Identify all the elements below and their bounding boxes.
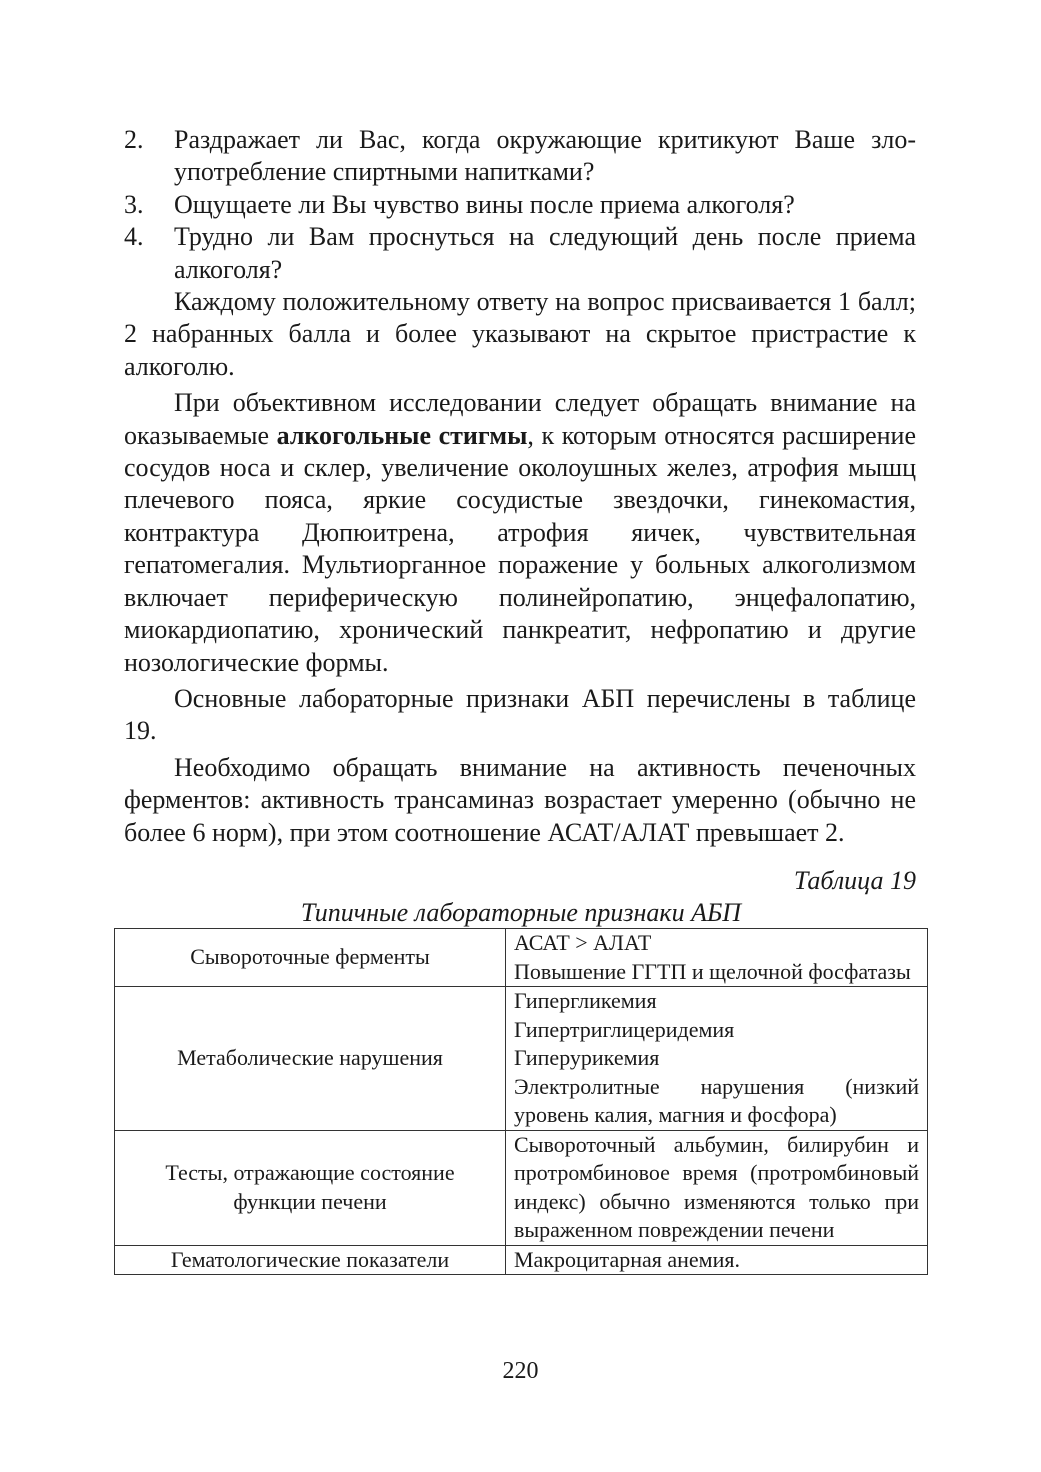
list-item-number: 3. (124, 189, 144, 219)
table-row (115, 987, 928, 1131)
list-item-number: 2. (124, 125, 144, 154)
table-row (115, 929, 928, 987)
table-row (115, 1130, 928, 1245)
cell-line: АСАТ > АЛАТ (514, 930, 652, 955)
paragraph-enzymes: Необходимо обращать внимание на активность печеночных ферментов: активность трансаминаз возрастает умеренно (обычно не более 6 норм), при этом соотношение АСАТ/АЛАТ превышает 2. (124, 752, 916, 847)
cell-line: Повышение ГГТП и щелочной фосфатазы (514, 958, 911, 984)
list-item-number: 4. (124, 222, 144, 252)
paragraph-text: При объективном исследовании следует обращать внимание на оказываемые (124, 388, 916, 450)
list-item (124, 221, 916, 286)
list-item (124, 189, 916, 221)
page-number: 220 (502, 1358, 539, 1384)
cell-line: Гиперурикемия (514, 1045, 660, 1070)
paragraph-lab-signs: Основные лабораторные признаки АБП перечислены в таблице 19. (124, 683, 916, 746)
table-cell-category: Гематологические показатели (115, 1245, 506, 1275)
table-caption: Типичные лабораторные признаки АБП (300, 898, 742, 927)
body-text (124, 124, 916, 849)
table-cell-values (506, 929, 928, 987)
table-cell-values (506, 1245, 928, 1275)
cell-line: Гипертриглицеридемия (514, 1016, 735, 1042)
table-row (115, 1245, 928, 1275)
paragraph-stigmata (124, 387, 916, 679)
paragraph-text: , к которым относятся расширение сосудов носа и склер, увеличение околоушных желез, атрофия мышц плечевого пояса, яркие сосудистые звездочки, гинекомастия, контрактура Дюпюитрена, атрофия яичек, чувствительная гепатомегалия. Мультиорганное поражение у больных алкоголизмом включает периферическую полинейропатию, энцефалопатию, миокардиопатию, хронический панкреатит, нефропатию и другие нозологические формы. (124, 420, 916, 677)
list-item-text: Раздражает ли Вас, когда окружающие критикуют Ваше злоупотребление спиртными напитками? (174, 125, 916, 187)
list-item-text: Ощущаете ли Вы чувство вины после приема алкоголя? (174, 189, 795, 219)
cell-line: Электролитные нарушения (низкий уровень калия, магния и фосфора) (514, 1073, 919, 1127)
bold-term: алкогольные стигмы (276, 420, 528, 450)
list-item (124, 124, 916, 189)
paragraph-scoring: Каждому положительному ответу на вопрос присваивается 1 балл; 2 набранных балла и более указывают на скрытое пристрастие к алкоголю. (124, 287, 916, 381)
table-cell-category: Тесты, отражающие состояние функции печени (115, 1130, 506, 1245)
cell-line: Гипергликемия (514, 988, 657, 1013)
table-label: Таблица 19 (793, 866, 916, 895)
table-cell-category: Сывороточные ферменты (115, 929, 506, 987)
table-cell-values (506, 987, 928, 1131)
cell-line: Макроцитарная анемия. (514, 1246, 740, 1272)
table-cell-values (506, 1130, 928, 1245)
table-cell-category: Метаболические нарушения (115, 987, 506, 1131)
list-item-text: Трудно ли Вам проснуться на следующий день после приема алкоголя? (174, 222, 916, 284)
lab-signs-table (114, 928, 928, 1275)
cell-line: Сывороточный альбумин, билирубин и протромбиновое время (протромбиновый индекс) обычно изменяются только при выраженном повреждении печени (514, 1131, 919, 1242)
